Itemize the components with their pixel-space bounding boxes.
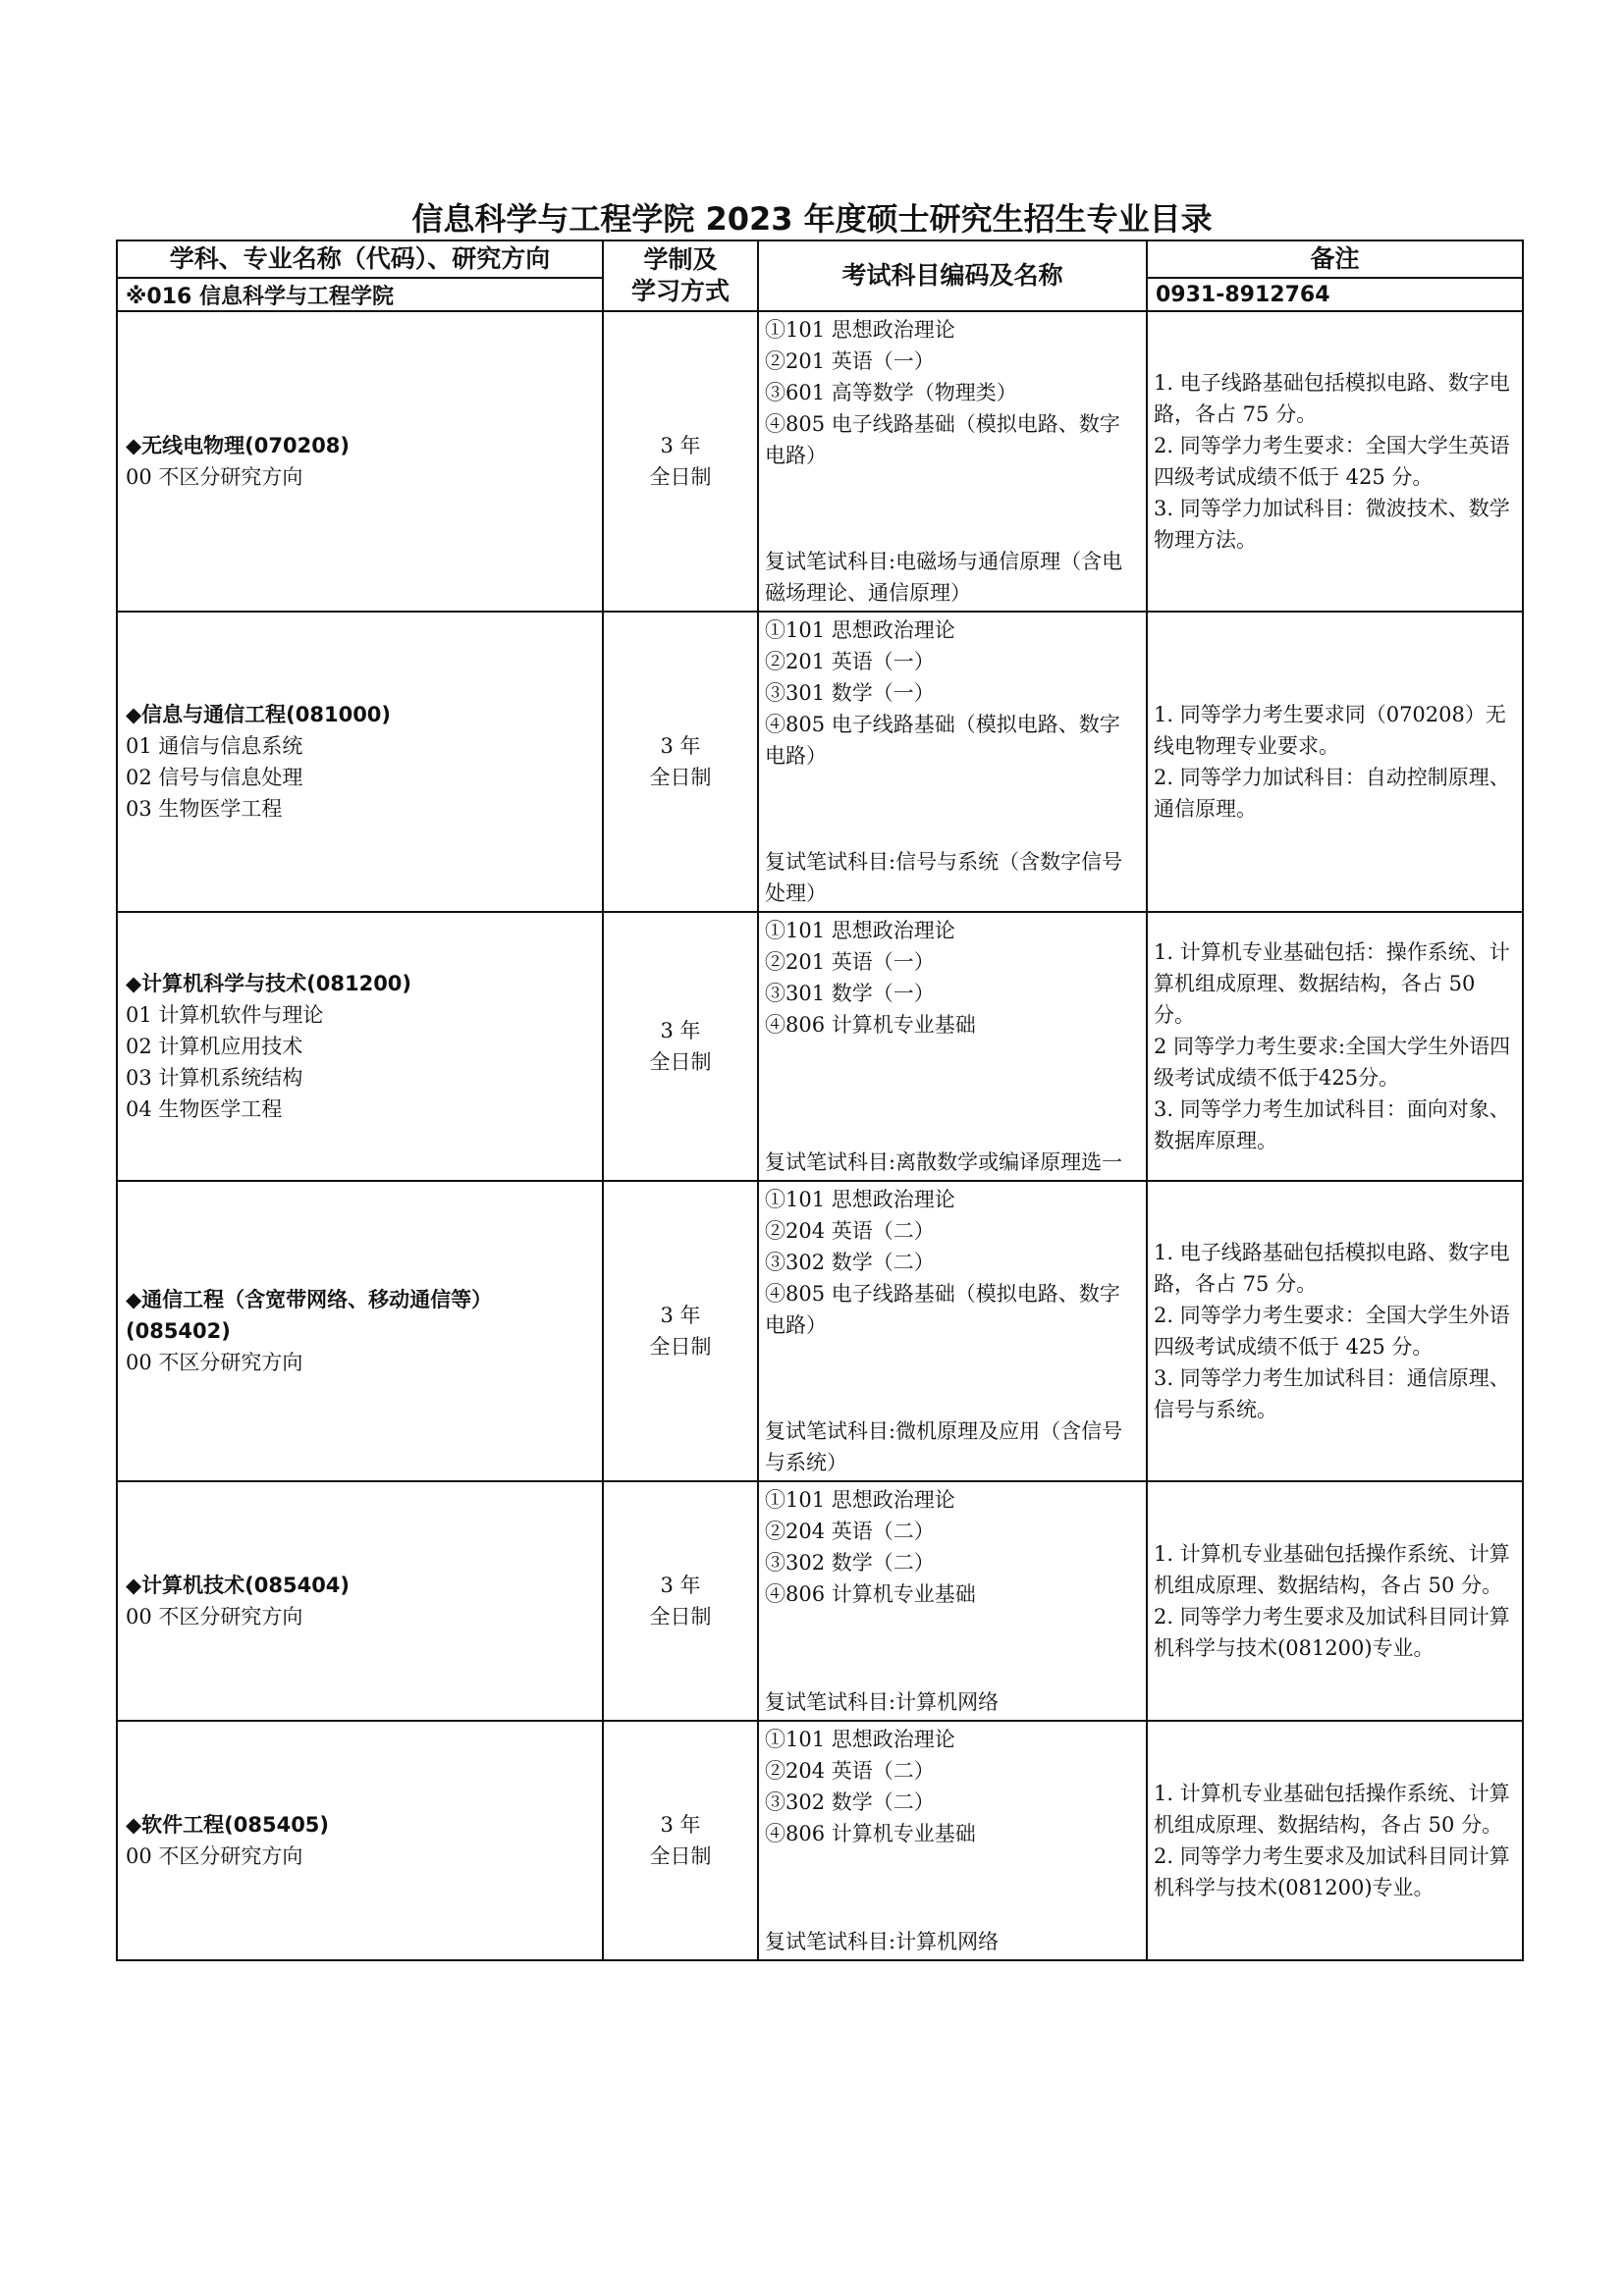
exam-subject: ②201 英语（一） [765,950,935,974]
note-item: 2. 同等学力考生要求：全国大学生外语四级考试成绩不低于 425 分。 [1154,1304,1510,1359]
school-phone: 0931-8912764 [1147,278,1523,311]
retest-subject: 复试笔试科目:计算机网络 [765,1690,1000,1714]
exam-cell [758,1181,1147,1481]
header-notes: 备注 [1147,240,1523,278]
notes-cell [1147,1481,1523,1721]
note-item: 2 同等学力考生要求:全国大学生外语四级考试成绩不低于425分。 [1154,1035,1511,1090]
exam-subject: ④805 电子线路基础（模拟电路、数字电路） [765,713,1120,768]
study-mode: 全日制 [649,1605,712,1629]
retest-subject: 复试笔试科目:信号与系统（含数字信号处理） [765,850,1123,905]
duration: 3 年 [660,1813,701,1837]
major-cell [117,912,603,1181]
exam-subject: ④805 电子线路基础（模拟电路、数字电路） [765,412,1120,467]
retest-subject: 复试笔试科目:计算机网络 [765,1930,1000,1953]
duration: 3 年 [660,1574,701,1597]
header-duration-line1: 学制及 [643,245,718,274]
direction: 00 不区分研究方向 [126,1844,303,1868]
notes-cell [1147,612,1523,912]
exam-subject: ④806 计算机专业基础 [765,1013,976,1037]
note-item: 3. 同等学力考生加试科目：面向对象、数据库原理。 [1154,1097,1510,1152]
major-name: ◆信息与通信工程(081000) [126,703,392,726]
school-name: ※016 信息科学与工程学院 [117,278,603,311]
major-cell [117,1481,603,1721]
exam-subject: ③302 数学（二） [765,1251,935,1274]
header-major: 学科、专业名称（代码）、研究方向 [117,240,603,278]
note-item: 1. 计算机专业基础包括操作系统、计算机组成原理、数据结构，各占 50 分。 [1154,1542,1510,1597]
direction: 01 通信与信息系统 [126,734,303,758]
notes-cell [1147,1721,1523,1960]
exam-subject: ②204 英语（二） [765,1520,935,1543]
exam-subject: ①101 思想政治理论 [765,1188,955,1211]
note-item: 1. 计算机专业基础包括操作系统、计算机组成原理、数据结构，各占 50 分。 [1154,1782,1510,1837]
exam-cell [758,612,1147,912]
retest-subject: 复试笔试科目:微机原理及应用（含信号与系统） [765,1419,1123,1474]
direction: 03 生物医学工程 [126,797,283,821]
direction: 00 不区分研究方向 [126,1351,303,1374]
exam-subject: ②204 英语（二） [765,1219,935,1243]
note-item: 3. 同等学力考生加试科目：通信原理、信号与系统。 [1154,1366,1510,1421]
exam-subject: ③601 高等数学（物理类） [765,381,1017,404]
major-name: ◆计算机科学与技术(081200) [126,972,412,995]
exam-subject: ③301 数学（一） [765,982,935,1005]
direction: 00 不区分研究方向 [126,1605,303,1629]
header-exams: 考试科目编码及名称 [758,240,1147,311]
note-item: 2. 同等学力考生要求及加试科目同计算机科学与技术(081200)专业。 [1154,1605,1510,1660]
exam-subject: ④805 电子线路基础（模拟电路、数字电路） [765,1282,1120,1337]
note-item: 1. 计算机专业基础包括：操作系统、计算机组成原理、数据结构，各占 50 分。 [1154,940,1510,1027]
duration-cell [603,912,758,1181]
exam-subject: ①101 思想政治理论 [765,318,955,342]
major-name: ◆无线电物理(070208) [126,434,351,457]
notes-cell [1147,311,1523,612]
study-mode: 全日制 [649,1335,712,1359]
duration: 3 年 [660,434,701,457]
note-item: 2. 同等学力加试科目：自动控制原理、通信原理。 [1154,766,1510,821]
duration-cell [603,1481,758,1721]
major-name: ◆通信工程（含宽带网络、移动通信等）(085402) [126,1288,493,1343]
exam-subject: ②201 英语（一） [765,650,935,673]
note-item: 1. 电子线路基础包括模拟电路、数字电路，各占 75 分。 [1154,371,1510,426]
retest-subject: 复试笔试科目:离散数学或编译原理选一 [765,1150,1123,1174]
notes-cell [1147,912,1523,1181]
exam-subject: ④806 计算机专业基础 [765,1822,976,1845]
exam-subject: ②204 英语（二） [765,1759,935,1783]
program-row [117,912,1523,1181]
exam-subject: ①101 思想政治理论 [765,618,955,642]
note-item: 2. 同等学力考生要求：全国大学生英语四级考试成绩不低于 425 分。 [1154,434,1510,489]
header-duration-line2: 学习方式 [630,277,730,305]
duration-cell [603,1181,758,1481]
exam-cell [758,1721,1147,1960]
study-mode: 全日制 [649,1050,712,1074]
direction: 01 计算机软件与理论 [126,1003,324,1027]
exam-subject: ①101 思想政治理论 [765,1728,955,1751]
study-mode: 全日制 [649,1844,712,1868]
program-row [117,1481,1523,1721]
catalog-table [116,240,1524,1961]
exam-subject: ③302 数学（二） [765,1790,935,1814]
duration-cell [603,311,758,612]
duration: 3 年 [660,1304,701,1327]
note-item: 1. 同等学力考生要求同（070208）无线电物理专业要求。 [1154,703,1506,758]
study-mode: 全日制 [649,766,712,789]
duration-cell [603,612,758,912]
header-row [117,240,1523,278]
major-name: ◆计算机技术(085404) [126,1574,351,1597]
duration: 3 年 [660,1019,701,1042]
exam-subject: ④806 计算机专业基础 [765,1582,976,1606]
note-item: 1. 电子线路基础包括模拟电路、数字电路，各占 75 分。 [1154,1241,1510,1296]
major-cell [117,612,603,912]
exam-subject: ③301 数学（一） [765,681,935,705]
note-item: 2. 同等学力考生要求及加试科目同计算机科学与技术(081200)专业。 [1154,1844,1510,1899]
exam-cell [758,912,1147,1181]
exam-subject: ①101 思想政治理论 [765,1488,955,1512]
direction: 04 生物医学工程 [126,1097,283,1121]
direction: 00 不区分研究方向 [126,465,303,489]
duration: 3 年 [660,734,701,758]
program-row [117,311,1523,612]
exam-cell [758,1481,1147,1721]
major-name: ◆软件工程(085405) [126,1813,330,1837]
exam-subject: ③302 数学（二） [765,1551,935,1575]
duration-cell [603,1721,758,1960]
major-cell [117,311,603,612]
direction: 03 计算机系统结构 [126,1066,303,1090]
header-duration [603,240,758,311]
note-item: 3. 同等学力加试科目：微波技术、数学物理方法。 [1154,497,1510,552]
program-row [117,612,1523,912]
exam-cell [758,311,1147,612]
direction: 02 信号与信息处理 [126,766,303,789]
direction: 02 计算机应用技术 [126,1035,303,1058]
exam-subject: ①101 思想政治理论 [765,919,955,942]
major-cell [117,1721,603,1960]
exam-subject: ②201 英语（一） [765,349,935,373]
program-row [117,1721,1523,1960]
notes-cell [1147,1181,1523,1481]
retest-subject: 复试笔试科目:电磁场与通信原理（含电磁场理论、通信原理） [765,550,1123,605]
study-mode: 全日制 [649,465,712,489]
program-row [117,1181,1523,1481]
page-title: 信息科学与工程学院 2023 年度硕士研究生招生专业目录 [411,200,1213,238]
major-cell [117,1181,603,1481]
